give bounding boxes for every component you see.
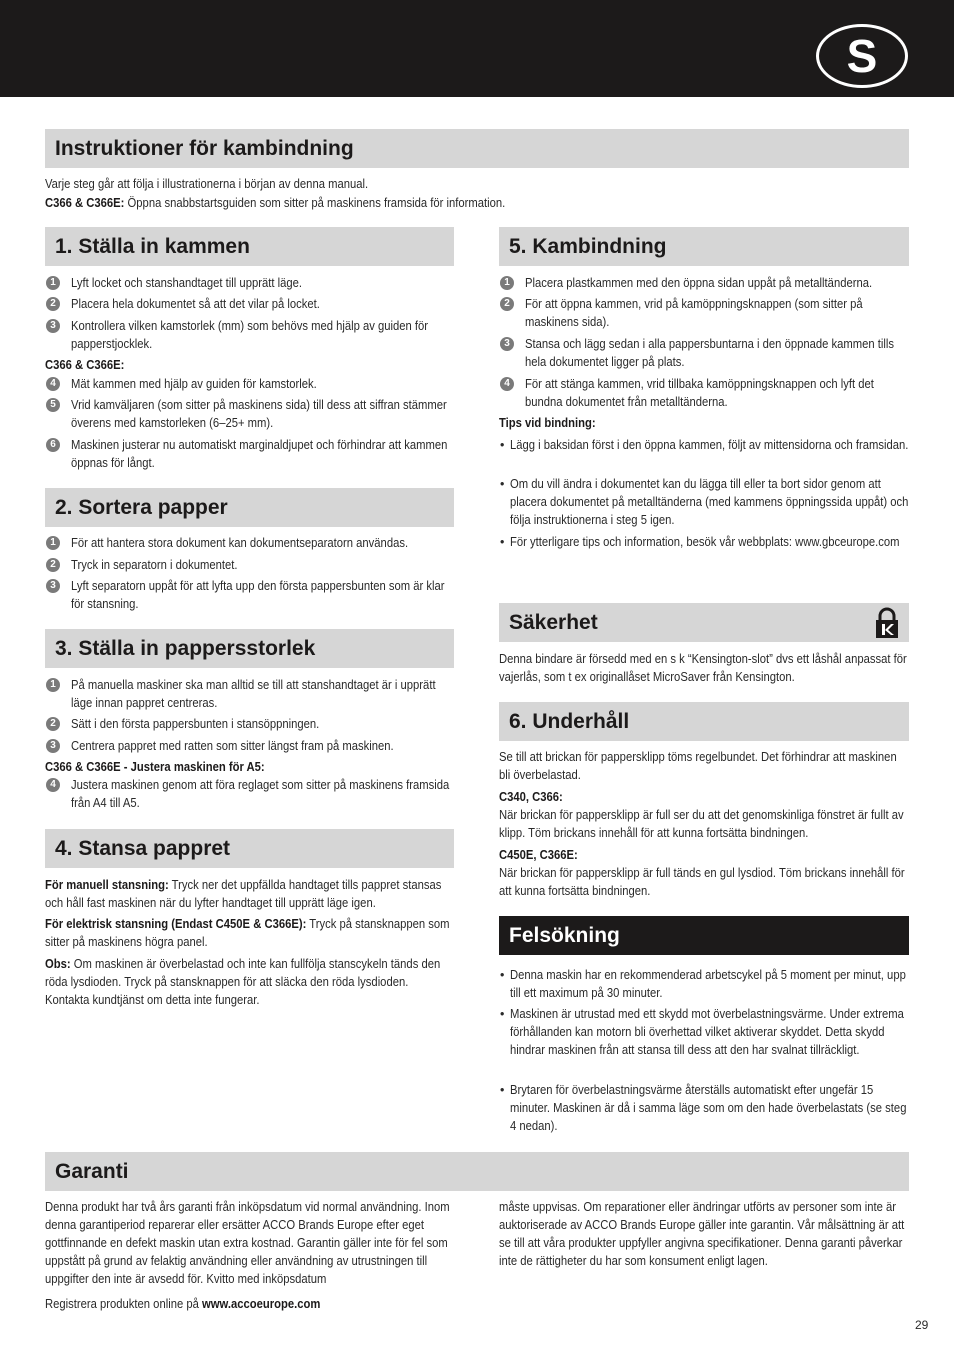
step-number-badge: 3 <box>500 337 514 351</box>
section-header-troubleshooting: Felsökning <box>499 916 909 955</box>
step-number-badge: 2 <box>46 558 60 572</box>
s1-step-4: 4 Mät kammen med hjälp av guiden för kamstorlek. <box>45 375 454 393</box>
section-header-warranty: Garanti <box>45 1152 909 1191</box>
s4-note: Obs: Om maskinen är överbelastad och inte kan fullfölja stanscykeln tänds den röda lysdioden. Tryck på stansknappen för att släcka den röda lysdioden. Kontakta kundtjänst om detta inte fungerar. <box>45 957 441 1007</box>
s3-step-1: 1 På manuella maskiner ska man alltid se till att stanshandtaget är i upprätt läge innan pappret centreras. <box>45 676 454 712</box>
s4-manual-punching: För manuell stansning: Tryck ner det uppfällda handtaget tills pappret stansas och håll fast maskinen när du lyfter handtaget till upprätt läge igen. <box>45 878 442 910</box>
step-number-badge: 1 <box>46 276 60 290</box>
register-link[interactable]: www.accoeurope.com <box>201 1297 321 1311</box>
trouble-item-3: • Brytaren för överbelastningsvärme återställs automatiskt efter ungefär 15 minuter. Maskinen är då i samma läge som om den hade överbelastats (se steg 4 nedan). <box>499 1081 909 1135</box>
step-number-badge: 2 <box>500 297 514 311</box>
section-header-instructions: Instruktioner för kambindning <box>45 129 909 168</box>
trouble-item-1: • Denna maskin har en rekommenderad arbetscykel på 5 moment per minut, upp till ett maximum på 30 minuter. <box>499 966 909 1002</box>
s6-subheading-2: C450E, C366E: <box>499 848 578 862</box>
step-number-badge: 4 <box>46 778 60 792</box>
intro-text-1: Varje steg går att följa i illustrationerna i början av denna manual. <box>45 177 369 191</box>
s6-text-1: När brickan för pappersklipp är full ser du att det genomskinliga fönstret är fullt av klipp. Töm brickans innehåll för att kunna fortsätta bindningen. <box>499 808 904 840</box>
s2-step-2: 2 Tryck in separatorn i dokumentet. <box>45 556 454 574</box>
language-badge: S <box>816 24 908 88</box>
s5-tip-3: • För ytterligare tips och information, besök vår webbplats: www.gbceurope.com <box>499 533 909 551</box>
step-number-badge: 2 <box>46 297 60 311</box>
step-number-badge: 3 <box>46 579 60 593</box>
step-number-badge: 1 <box>500 276 514 290</box>
section-header-1: 1. Ställa in kammen <box>45 227 454 266</box>
s5-step-1: 1 Placera plastkammen med den öppna sidan uppåt på metalltänderna. <box>499 274 909 292</box>
step-number-badge: 1 <box>46 536 60 550</box>
safety-text: Denna bindare är försedd med en s k “Kensington-slot” dvs ett låshål anpassat för vajerlås, som t ex originallåset MicroSaver från Kensington. <box>499 652 907 684</box>
warranty-register: Registrera produkten online på www.accoeurope.com <box>45 1297 321 1311</box>
s5-step-3: 3 Stansa och lägg sedan i alla pappersbuntarna i den öppnade kammen tills hela dokumentet ligger på plats. <box>499 335 909 371</box>
intro-text-2: C366 & C366E: Öppna snabbstartsguiden som sitter på maskinens framsida för information. <box>45 196 506 210</box>
s1-step-1: 1 Lyft locket och stanshandtaget till upprätt läge. <box>45 274 454 292</box>
top-bar <box>0 0 954 97</box>
step-number-badge: 3 <box>46 739 60 753</box>
s1-subheading: C366 & C366E: <box>45 358 125 372</box>
step-number-badge: 1 <box>46 678 60 692</box>
s3-subheading: C366 & C366E - Justera maskinen för A5: <box>45 760 265 774</box>
s1-step-6: 6 Maskinen justerar nu automatiskt marginaldjupet och förhindrar att kammen öppnas för långt. <box>45 436 454 472</box>
section-header-3: 3. Ställa in pappersstorlek <box>45 629 454 668</box>
s3-step-4: 4 Justera maskinen genom att föra reglaget som sitter på maskinens framsida från A4 till A5. <box>45 776 454 812</box>
step-number-badge: 4 <box>46 377 60 391</box>
s6-text-2: När brickan för pappersklipp är full tänds en gul lysdiod. Töm brickans innehåll för att kunna fortsätta bindningen. <box>499 866 905 898</box>
step-number-badge: 4 <box>500 377 514 391</box>
page-number: 29 <box>915 1318 929 1332</box>
s1-step-3: 3 Kontrollera vilken kamstorlek (mm) som behövs med hjälp av guiden för papperstjocklek. <box>45 317 454 353</box>
warranty-text-right: måste uppvisas. Om reparationer eller ändringar utförts av personer som inte är auktoriserade av ACCO Brands Europe gäller inte garantin. Vår målsättning är att se till att våra produkter uppfyller angivna specifikationer. Denna garanti påverkar inte de rättigheter du har som konsument enligt lagen. <box>499 1200 905 1268</box>
s5-step-4: 4 För att stänga kammen, vrid tillbaka kamöppningsknappen och lyft det bundna dokumentet från metalltänderna. <box>499 375 909 411</box>
section-header-safety: Säkerhet <box>499 603 909 642</box>
s4-electric-punching: För elektrisk stansning (Endast C450E & C366E): Tryck på stansknappen som sitter på maskinens högra panel. <box>45 917 450 949</box>
step-number-badge: 2 <box>46 717 60 731</box>
step-number-badge: 3 <box>46 319 60 333</box>
s1-step-5: 5 Vrid kamväljaren (som sitter på maskinens sida) till dess att siffran stämmer överens med kamstorleken (6–25+ mm). <box>45 396 454 432</box>
section-header-4: 4. Stansa pappret <box>45 829 454 868</box>
s6-subheading-1: C340, C366: <box>499 790 563 804</box>
section-header-5: 5. Kambindning <box>499 227 909 266</box>
s2-step-3: 3 Lyft separatorn uppåt för att lyfta upp den första pappersbunten som är klar för stansning. <box>45 577 454 613</box>
s5-tip-2: • Om du vill ändra i dokumentet kan du lägga till eller ta bort sidor genom att placera dokumentet på metalltänderna (med kammens öppningssida uppåt) och följa instruktionerna i steg 5 igen. <box>499 475 909 529</box>
s6-text: Se till att brickan för pappersklipp töms regelbundet. Det förhindrar att maskinen bli överbelastad. <box>499 750 897 782</box>
trouble-item-2: • Maskinen är utrustad med ett skydd mot överbelastningsvärme. Under extrema förhållanden kan motorn bli överhettad vilket aktiverar skyddet. Detta skydd hindrar maskinen från att stansa till dess att den har svalnat tillräckligt. <box>499 1005 909 1059</box>
s5-subheading: Tips vid bindning: <box>499 416 596 430</box>
warranty-text-left: Denna produkt har två års garanti från inköpsdatum vid normal användning. Inom denna garantiperiod reparerar eller ersätter ACCO Brands Europe efter eget gottfinnande en defekt maskin utan extra kostnad. Garantin gäller inte för fel som uppstått på grund av felaktig användning eller användning av utrustningen till uppgifter den inte är avsedd för. Kvitto med inköpsdatum <box>45 1200 450 1286</box>
s1-step-2: 2 Placera hela dokumentet så att det vilar på locket. <box>45 295 454 313</box>
s2-step-1: 1 För att hantera stora dokument kan dokumentseparatorn användas. <box>45 534 454 552</box>
section-header-2: 2. Sortera papper <box>45 488 454 527</box>
step-number-badge: 5 <box>46 398 60 412</box>
s5-step-2: 2 För att öppna kammen, vrid på kamöppningsknappen (som sitter på maskinens sida). <box>499 295 909 331</box>
s3-step-2: 2 Sätt i den första pappersbunten i stansöppningen. <box>45 715 454 733</box>
s5-tip-1: • Lägg i baksidan först i den öppna kammen, följt av mittensidorna och framsidan. <box>499 436 909 454</box>
s3-step-3: 3 Centrera pappret med ratten som sitter längst fram på maskinen. <box>45 737 454 755</box>
kensington-lock-icon <box>875 607 899 639</box>
section-header-6: 6. Underhåll <box>499 702 909 741</box>
step-number-badge: 6 <box>46 438 60 452</box>
